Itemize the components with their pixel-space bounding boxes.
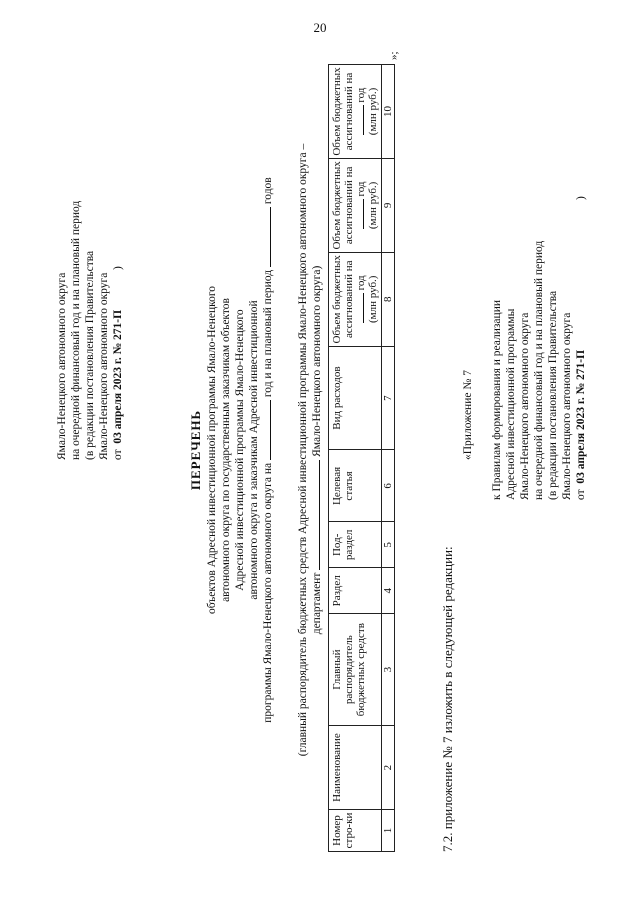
distributor-line: (главный распорядитель бюджетных средств Адресной инвестиционной программы Ямало-Ненецкого автономного округа – <box>297 143 309 757</box>
program-line <box>261 20 275 880</box>
col-header-section: Раздел <box>329 568 382 614</box>
document-date: 03 апреля 2023 г. № 271-П <box>112 309 124 444</box>
header-line: Ямало-Ненецкого автономного округа <box>98 272 110 460</box>
col-header-budget-year2 <box>329 158 382 252</box>
closing-quote: »; <box>388 51 400 60</box>
appendix-header-line: Адресной инвестиционной программы <box>505 308 517 500</box>
col-header-target-article: Целевая статья <box>329 450 382 522</box>
paragraph-7-2: 7.2. приложение № 7 изложить в следующей редакции: <box>440 546 455 852</box>
table-header-row <box>329 65 382 852</box>
appendix-header-line: на очередной финансовый год и на плановый период <box>533 240 545 500</box>
col-number: 6 <box>382 450 395 522</box>
header-text: Объем бюджетных ассигнований на <box>331 255 355 344</box>
appendix-header-line: Ямало-Ненецкого автономного округа <box>561 312 573 500</box>
col-number: 4 <box>382 568 395 614</box>
header-year-word: год <box>355 181 367 197</box>
col-number: 7 <box>382 346 395 450</box>
appendix-header-block <box>490 60 588 500</box>
close-paren: ) <box>112 266 124 270</box>
table-number-row <box>382 65 395 852</box>
appendix-header-line: к Правилам формирования и реализации <box>491 300 503 500</box>
document-date: 03 апреля 2023 г. № 271-П <box>575 349 587 484</box>
department-label: департамент <box>311 572 323 635</box>
header-text: Объем бюджетных ассигнований на <box>331 161 355 250</box>
appendix-date-line <box>574 60 588 500</box>
program-text-a: программы Ямало-Ненецкого автономного округа на <box>262 462 274 723</box>
department-suffix: Ямало-Ненецкого автономного округа) <box>311 265 323 457</box>
from-label: от <box>575 489 587 500</box>
appendix-7-heading: «Приложение № 7 <box>462 370 474 460</box>
list-line: автономного округа по государственным заказчикам объектов <box>220 298 232 602</box>
blank-year-underline <box>355 293 364 323</box>
header-date-line <box>111 100 125 460</box>
blank-period-field <box>261 207 271 267</box>
blank-year-underline <box>355 105 364 135</box>
header-line: (в редакции постановления Правительства <box>84 250 96 460</box>
list-line: автономного округа и заказчикам Адресной инвестиционной <box>248 300 260 600</box>
col-number: 10 <box>382 65 395 159</box>
blank-year-field <box>261 400 271 460</box>
header-unit: (млн руб.) <box>367 87 379 136</box>
header-unit: (млн руб.) <box>367 181 379 230</box>
col-header-row-number: Номер стро-ки <box>329 810 382 852</box>
header-line: на очередной финансовый год и на плановый период <box>70 200 82 460</box>
header-text: Объем бюджетных ассигнований на <box>331 67 355 156</box>
col-header-distributor: Главный распорядитель бюджетных средств <box>329 614 382 726</box>
col-header-name: Наименование <box>329 726 382 810</box>
col-header-subsection: Под-раздел <box>329 522 382 568</box>
from-label: от <box>112 449 124 460</box>
col-number: 5 <box>382 522 395 568</box>
col-number: 8 <box>382 252 395 346</box>
blank-year-underline <box>355 199 364 229</box>
col-number: 9 <box>382 158 395 252</box>
header-year-word: год <box>355 87 367 103</box>
close-paren: ) <box>575 196 587 200</box>
list-line: объектов Адресной инвестиционной программы Ямало-Ненецкого <box>206 285 218 615</box>
list-title: ПЕРЕЧЕНЬ <box>188 409 203 491</box>
col-number: 3 <box>382 614 395 726</box>
blank-department-field <box>310 460 320 570</box>
program-text-b: год и на плановый период <box>262 269 274 398</box>
header-unit: (млн руб.) <box>367 275 379 324</box>
department-line <box>310 20 324 880</box>
header-line: Ямало-Ненецкого автономного округа <box>56 272 68 460</box>
program-text-c: годов <box>262 177 274 205</box>
col-number: 2 <box>382 726 395 810</box>
col-header-budget-year1 <box>329 252 382 346</box>
appendix-header-line: (в редакции постановления Правительства <box>547 290 559 500</box>
page-number: 20 <box>313 20 327 35</box>
header-block <box>55 100 125 460</box>
col-header-budget-year3 <box>329 65 382 159</box>
objects-table <box>328 64 395 852</box>
list-line: Адресной инвестиционной программы Ямало-Ненецкого <box>234 309 246 591</box>
col-number: 1 <box>382 810 395 852</box>
rotated-page-content <box>20 20 620 880</box>
appendix-header-line: Ямало-Ненецкого автономного округа <box>519 312 531 500</box>
header-year-word: год <box>355 275 367 291</box>
col-header-expense-type: Вид расходов <box>329 346 382 450</box>
